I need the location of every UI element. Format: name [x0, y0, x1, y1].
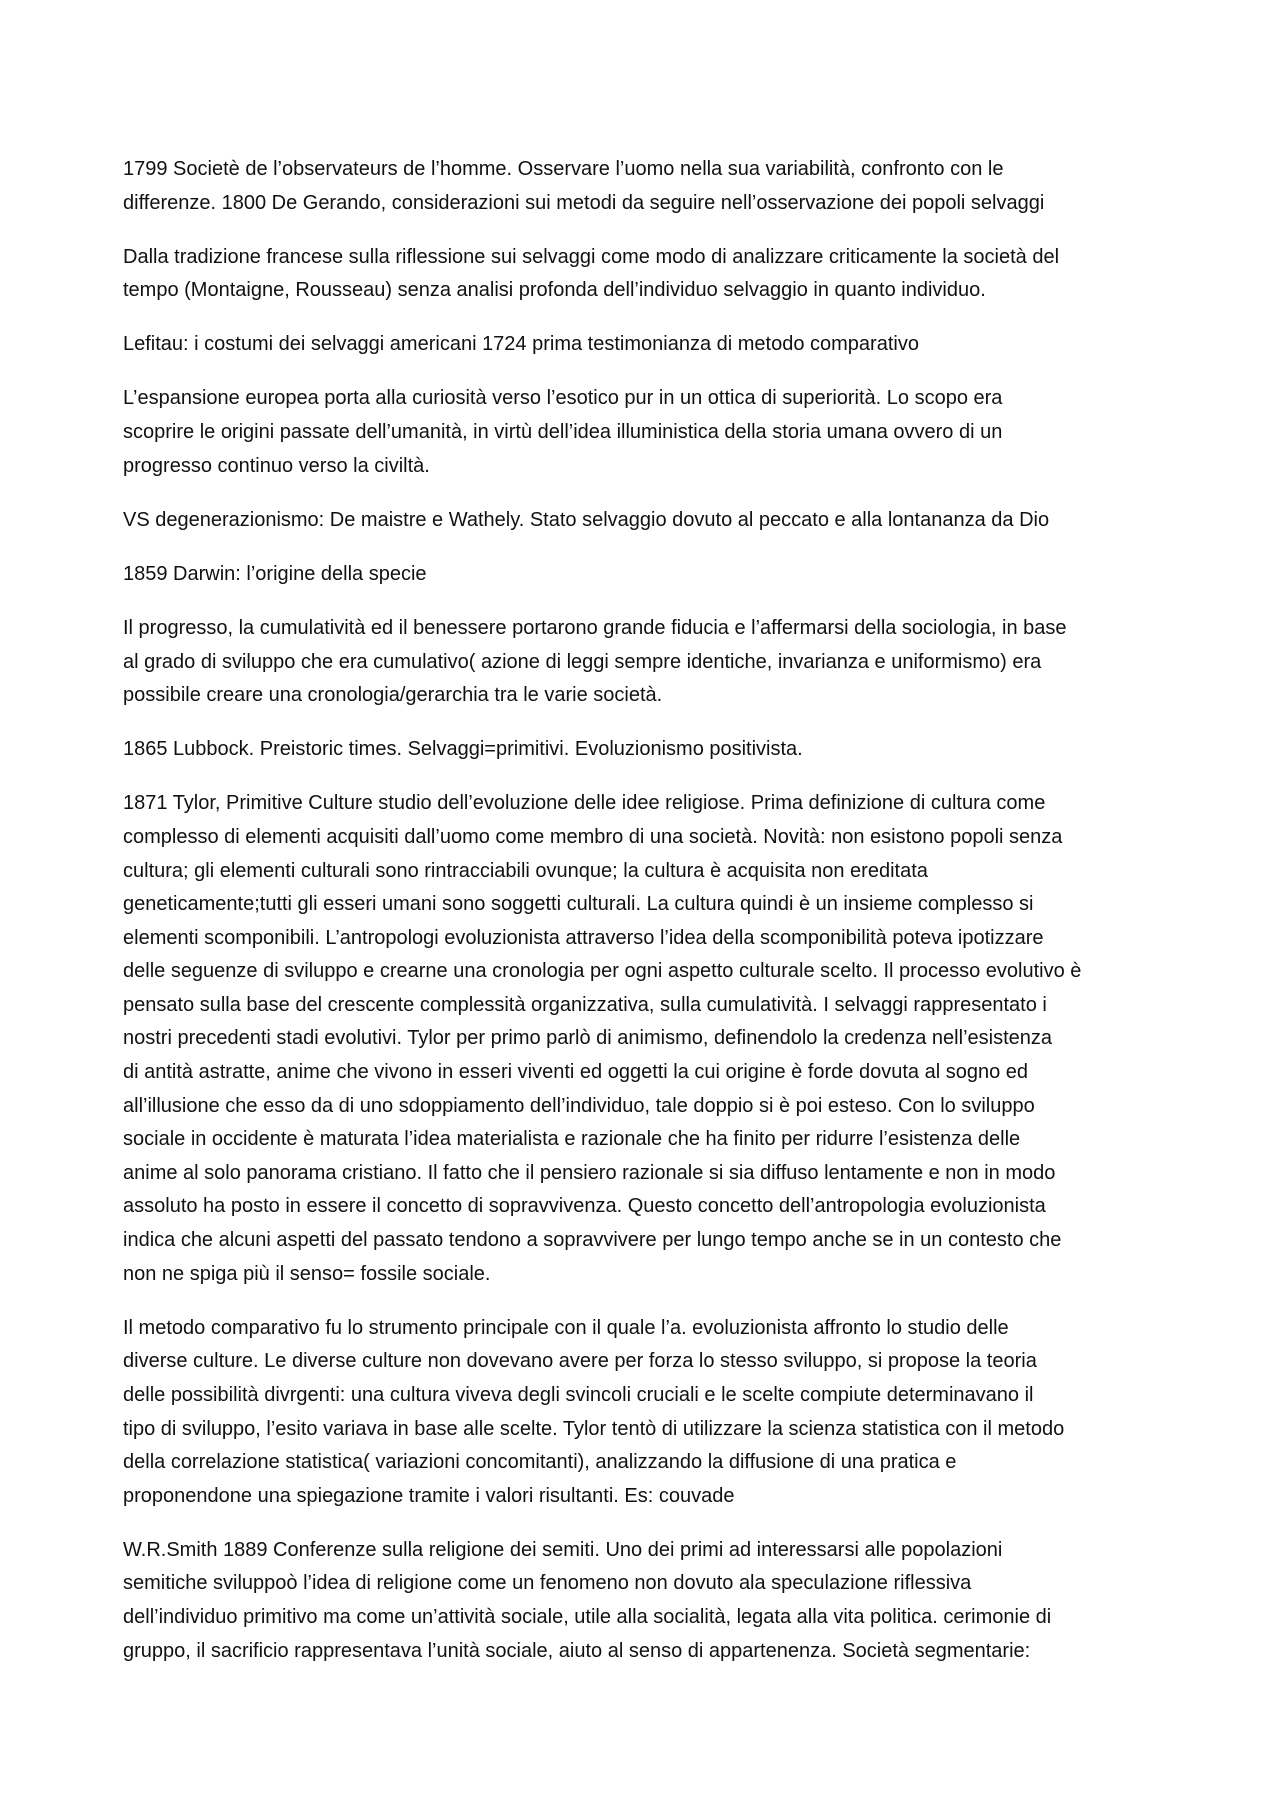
text-line: della correlazione statistica( variazioni concomitanti), analizzando la diffusione di una pratica e	[123, 1451, 957, 1474]
text-line: 1859 Darwin: l’origine della specie	[123, 562, 427, 585]
text-line: diverse culture. Le diverse culture non dovevano avere per forza lo stesso sviluppo, si propose la teoria	[123, 1350, 1037, 1373]
text-line: Dalla tradizione francese sulla riflessione sui selvaggi come modo di analizzare criticamente la società del	[123, 245, 1060, 268]
text-line: all’illusione che esso da di uno sdoppiamento dell’individuo, tale doppio si è poi esteso. Con lo sviluppo	[123, 1094, 1035, 1117]
text-line: 1799 Societè de l’observateurs de l’homme. Osservare l’uomo nella sua variabilità, confronto con le	[123, 158, 1004, 180]
paragraph	[123, 1312, 1173, 1514]
text-line: W.R.Smith 1889 Conferenze sulla religione dei semiti. Uno dei primi ad interessarsi alle popolazioni	[123, 1538, 1003, 1561]
text-line: Il progresso, la cumulatività ed il benessere portarono grande fiducia e l’affermarsi della sociologia, in base	[123, 616, 1067, 639]
paragraph	[123, 733, 1173, 767]
text-line: L’espansione europea porta alla curiosità verso l’esotico pur in un ottica di superiorità. Lo scopo era	[123, 387, 1003, 410]
text-line: indica che alcuni aspetti del passato tendono a sopravvivere per lungo tempo anche se in un contesto che	[123, 1229, 1062, 1252]
paragraph	[123, 328, 1173, 362]
text-line: 1871 Tylor, Primitive Culture studio dell’evoluzione delle idee religiose. Prima definizione di cultura come	[123, 792, 1046, 815]
text-line: proponendone una spiegazione tramite i valori risultanti. Es: couvade	[123, 1484, 735, 1507]
document-body	[123, 153, 1173, 1689]
text-line: al grado di sviluppo che era cumulativo( azione di leggi sempre identiche, invarianza e uniformismo) era	[123, 650, 1042, 673]
text-line: progresso continuo verso la civiltà.	[123, 454, 430, 477]
text-line: possibile creare una cronologia/gerarchia tra le varie società.	[123, 684, 663, 707]
text-line: cultura; gli elementi culturali sono rintracciabili ovunque; la cultura è acquisita non ereditata	[123, 859, 928, 882]
paragraph	[123, 241, 1173, 308]
text-line: sociale in occidente è maturata l’idea materialista e razionale che ha finito per ridurre l’esistenza delle	[123, 1128, 1021, 1151]
text-line: assoluto ha posto in essere il concetto di sopravvivenza. Questo concetto dell’antropologia evoluzionista	[123, 1195, 1046, 1218]
text-line: 1865 Lubbock. Preistoric times. Selvaggi=primitivi. Evoluzionismo positivista.	[123, 738, 803, 761]
paragraph	[123, 612, 1173, 713]
text-line: Lefitau: i costumi dei selvaggi americani 1724 prima testimonianza di metodo comparativo	[123, 333, 919, 356]
text-line: scoprire le origini passate dell’umanità, in virtù dell’idea illuministica della storia umana ovvero di un	[123, 421, 1003, 444]
text-line: dell’individuo primitivo ma come un’attività sociale, utile alla socialità, legata alla vita politica. cerimonie di	[123, 1605, 1052, 1628]
paragraph	[123, 787, 1173, 1291]
text-line: tipo di sviluppo, l’esito variava in base alle scelte. Tylor tentò di utilizzare la scienza statistica con il metodo	[123, 1417, 1065, 1440]
text-line: semitiche sviluppoò l’idea di religione come un fenomeno non dovuto ala speculazione riflessiva	[123, 1572, 972, 1595]
text-line: Il metodo comparativo fu lo strumento principale con il quale l’a. evoluzionista affronto lo studio delle	[123, 1316, 1009, 1339]
text-line: tempo (Montaigne, Rousseau) senza analisi profonda dell’individuo selvaggio in quanto individuo.	[123, 279, 986, 302]
paragraph	[123, 1534, 1173, 1668]
text-line: geneticamente;tutti gli esseri umani sono soggetti culturali. La cultura quindi è un insieme complesso si	[123, 893, 1034, 916]
text-line: nostri precedenti stadi evolutivi. Tylor per primo parlò di animismo, definendolo la credenza nell’esistenza	[123, 1027, 1053, 1050]
paragraph	[123, 558, 1173, 592]
text-line: differenze. 1800 De Gerando, considerazioni sui metodi da seguire nell’osservazione dei popoli selvaggi	[123, 191, 1045, 214]
text-line: VS degenerazionismo: De maistre e Wathely. Stato selvaggio dovuto al peccato e alla lontananza da Dio	[123, 508, 1050, 531]
paragraph	[123, 153, 1173, 220]
text-line: non ne spiga più il senso= fossile sociale.	[123, 1262, 491, 1285]
text-line: di antità astratte, anime che vivono in esseri viventi ed oggetti la cui origine è forde dovuta al sogno ed	[123, 1061, 1028, 1084]
text-line: anime al solo panorama cristiano. Il fatto che il pensiero razionale si sia diffuso lentamente e non in modo	[123, 1161, 1056, 1184]
text-line: delle seguenze di sviluppo e crearne una cronologia per ogni aspetto culturale scelto. Il processo evolutivo è	[123, 960, 1082, 983]
text-line: gruppo, il sacrificio rappresentava l’unità sociale, aiuto al senso di appartenenza. Società segmentarie:	[123, 1639, 1031, 1662]
text-line: pensato sulla base del crescente complessità organizzativa, sulla cumulatività. I selvaggi rappresentato i	[123, 993, 1047, 1016]
text-line: complesso di elementi acquisiti dall’uomo come membro di una società. Novità: non esistono popoli senza	[123, 825, 1063, 848]
text-line: delle possibilità divrgenti: una cultura viveva degli svincoli cruciali e le scelte compiute determinavano il	[123, 1383, 1034, 1406]
paragraph	[123, 382, 1173, 483]
paragraph	[123, 504, 1173, 538]
text-line: elementi scomponibili. L’antropologi evoluzionista attraverso l’idea della scomponibilità poteva ipotizzare	[123, 926, 1044, 949]
